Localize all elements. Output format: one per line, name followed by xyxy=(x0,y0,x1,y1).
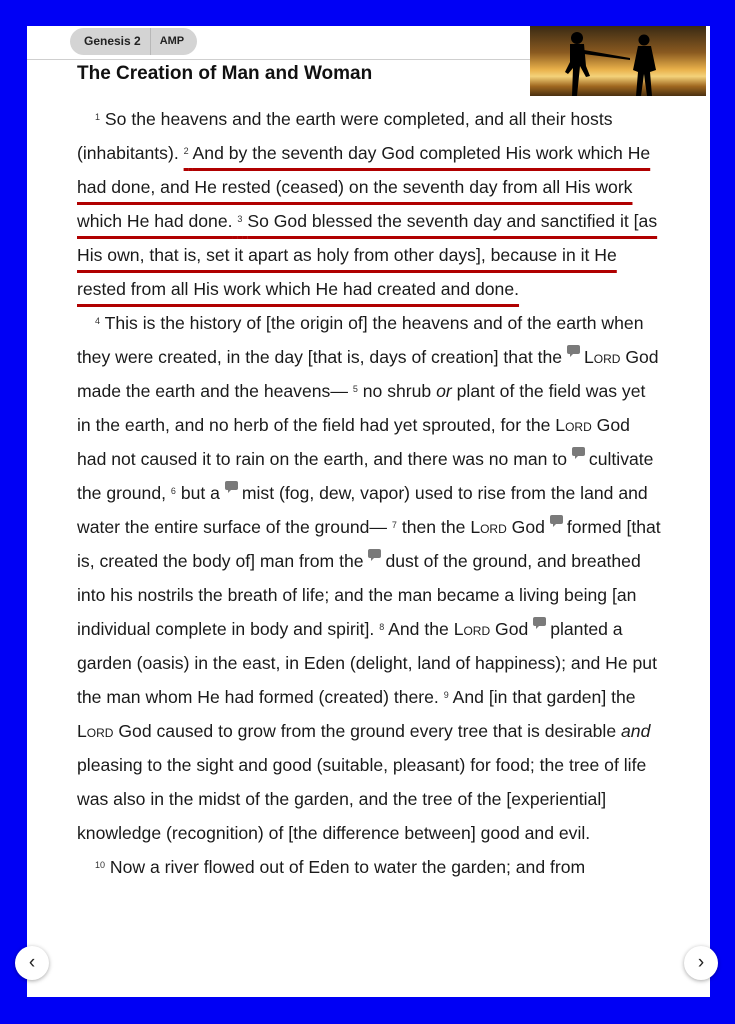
verse-1: So the heavens and the earth were completed, and all their hosts (inhabitants). xyxy=(77,109,613,163)
verse-5-part-e: cultivate the ground, xyxy=(77,449,654,503)
verse-number[interactable]: 9 xyxy=(443,690,449,700)
paragraph-3 xyxy=(77,850,662,884)
verse-7-part-a: then the xyxy=(401,517,466,537)
paragraph-1 xyxy=(77,102,662,306)
couple-silhouette-image xyxy=(530,26,706,96)
verse-8-part-c: planted a garden (oasis) in the east, in Eden (delight, land of happiness); and He put the man whom He had formed (created) there. xyxy=(77,619,657,707)
verse-9-part-d: pleasing to the sight and good (suitable, pleasant) for food; the tree of life was also in the midst of the garden, and the tree of the [experiential] knowledge (recognition) of [the difference between] good and evil. xyxy=(77,755,647,843)
note-icon[interactable] xyxy=(550,515,563,524)
verse-number[interactable]: 6 xyxy=(170,486,176,496)
verse-number[interactable]: 8 xyxy=(379,622,385,632)
section-heading: The Creation of Man and Woman xyxy=(77,63,373,84)
verse-number[interactable]: 10 xyxy=(95,860,106,870)
lord-smallcaps: Lord xyxy=(453,619,491,639)
book-chapter-button[interactable]: Genesis 2 xyxy=(70,28,151,55)
chevron-right-icon: › xyxy=(697,952,705,973)
note-icon[interactable] xyxy=(225,481,238,490)
lord-smallcaps: Lord xyxy=(77,721,114,741)
verse-8-part-a: And the xyxy=(388,619,449,639)
verse-number[interactable]: 2 xyxy=(183,146,189,156)
paragraph-2 xyxy=(77,306,662,850)
header-divider xyxy=(27,59,535,60)
verse-5-part-a: no shrub xyxy=(362,381,432,401)
verse-number[interactable]: 1 xyxy=(95,112,101,122)
verse-4-part-b: God made the earth and the heavens— xyxy=(77,347,659,401)
passage-selector[interactable] xyxy=(70,28,197,55)
reader-page xyxy=(27,26,710,997)
note-icon[interactable] xyxy=(368,549,381,558)
previous-chapter-button[interactable] xyxy=(15,946,49,980)
scripture-text xyxy=(77,102,662,884)
verse-number[interactable]: 7 xyxy=(391,520,397,530)
verse-number[interactable]: 4 xyxy=(95,316,101,326)
verse-8-part-b: God xyxy=(495,619,529,639)
verse-6-part-a: but a xyxy=(180,483,220,503)
verse-number[interactable]: 3 xyxy=(237,214,243,224)
italic-word: and xyxy=(621,721,651,741)
verse-9-part-a: And [in that garden] the xyxy=(452,687,636,707)
verse-7-part-c: formed [that is, created the body of] man from the xyxy=(77,517,661,571)
lord-smallcaps: Lord xyxy=(583,347,621,367)
verse-6-part-b: mist (fog, dew, vapor) used to rise from the land and water the entire surface of the ground— xyxy=(77,483,648,537)
italic-word: or xyxy=(436,381,452,401)
verse-4-part-a: This is the history of [the origin of] the heavens and of the earth when they were created, in the day [that is, days of creation] that the xyxy=(77,313,644,367)
note-icon[interactable] xyxy=(572,447,585,456)
note-icon[interactable] xyxy=(567,345,580,354)
highlighted-passage[interactable] xyxy=(77,143,657,299)
chevron-left-icon: ‹ xyxy=(28,952,36,973)
verse-7-part-b: God xyxy=(511,517,545,537)
next-chapter-button[interactable] xyxy=(684,946,718,980)
lord-smallcaps: Lord xyxy=(555,415,592,435)
verse-2: And by the seventh day God completed His work which He had done, and He rested (ceased) on the seventh day from all His work which He had done. xyxy=(77,143,651,231)
verse-3: So God blessed the seventh day and sanctified it [as His own, that is, set it apart as holy from other days], because in it He rested from all His work which He had created and done. xyxy=(77,211,658,299)
verse-5-part-d: God had not caused it to rain on the earth, and there was no man to xyxy=(77,415,630,469)
version-button[interactable]: AMP xyxy=(159,35,185,47)
verse-9-part-b: God caused to grow from the ground every tree that is desirable xyxy=(118,721,617,741)
verse-number[interactable]: 5 xyxy=(352,384,358,394)
note-icon[interactable] xyxy=(533,617,546,626)
lord-smallcaps: Lord xyxy=(470,517,507,537)
verse-5-part-c: plant of the field was yet in the earth, and no herb of the field had yet sprouted, for the xyxy=(77,381,646,435)
verse-10: Now a river flowed out of Eden to water the garden; and from xyxy=(109,857,586,877)
verse-7-part-d: dust of the ground, and breathed into his nostrils the breath of life; and the man became a living being [an individual complete in body and spirit]. xyxy=(77,551,641,639)
